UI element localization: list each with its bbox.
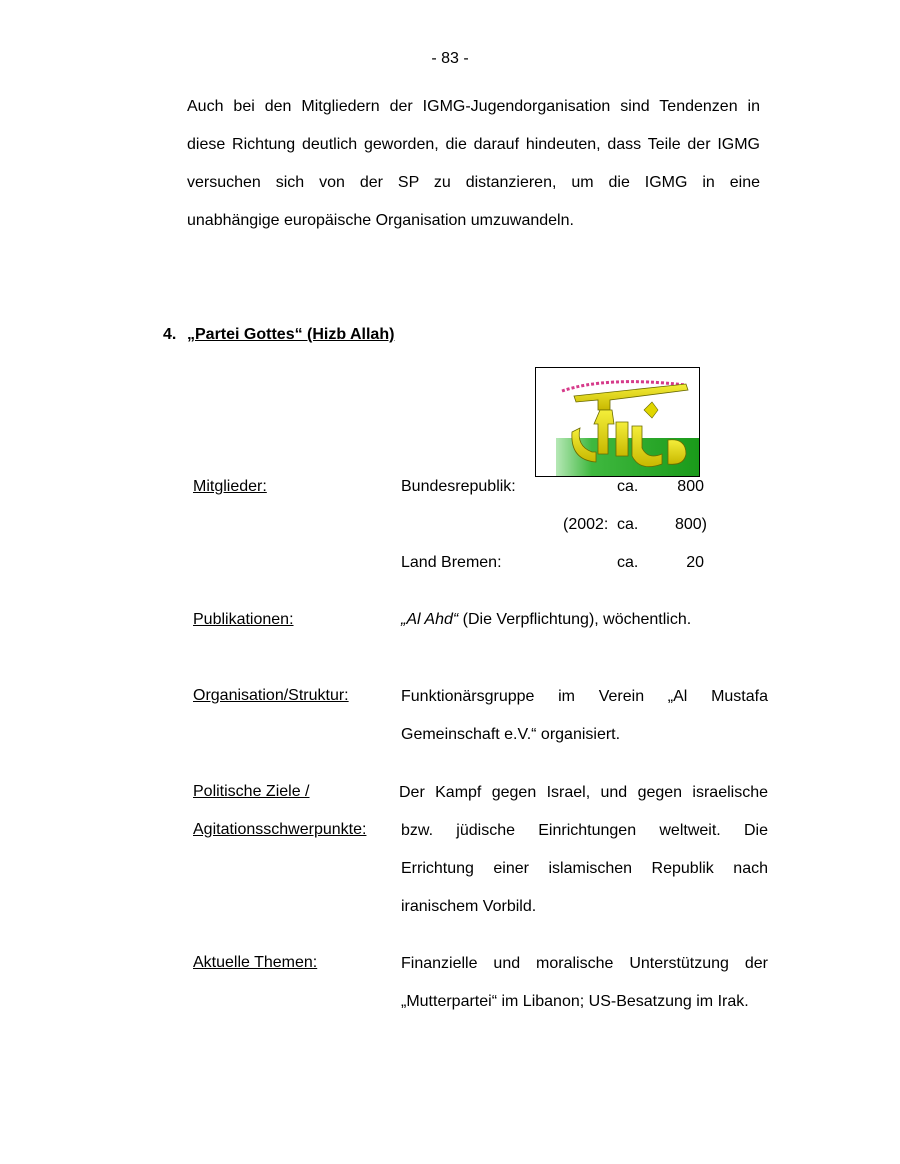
section-heading (163, 326, 394, 344)
publications-value (401, 611, 691, 629)
organisation-text (401, 687, 768, 763)
topics-text (401, 954, 768, 1030)
goals-line: Errichtung einer islamischen Republik nach (401, 860, 768, 877)
goals-line: bzw. jüdische Einrichtungen weltweit. Die (401, 822, 768, 839)
hizb-allah-flag-emblem-icon (536, 368, 699, 476)
section-number: 4. (163, 326, 177, 343)
publication-description: (Die Verpflichtung), wöchentlich. (458, 611, 692, 628)
goals-label-line2: Agitationsschwerpunkte: (193, 821, 367, 838)
members-value-2002: 800) (674, 516, 707, 533)
topics-line: „Mutterpartei“ im Libanon; US-Besatzung im Irak. (401, 993, 749, 1010)
members-approx: ca. (617, 554, 639, 571)
topics-label: Aktuelle Themen: (193, 954, 318, 971)
section-title: „Partei Gottes“ (Hizb Allah) (187, 326, 395, 343)
publications-label: Publikationen: (193, 611, 294, 628)
page-number: - 83 - (431, 50, 469, 67)
topics-line: Finanzielle und moralische Unterstützung der (401, 955, 768, 972)
goals-line: Der Kampf gegen Israel, und gegen israelische (399, 784, 768, 801)
members-approx: ca. (617, 478, 639, 495)
members-region-federal: Bundesrepublik: (401, 478, 516, 495)
goals-label-line1: Politische Ziele / (193, 783, 310, 800)
goals-line: iranischem Vorbild. (401, 898, 537, 915)
intro-line: versuchen sich von der SP zu distanzieren, um die IGMG in eine (187, 174, 760, 191)
intro-line: unabhängige europäische Organisation umzuwandeln. (187, 212, 574, 229)
publication-title: „Al Ahd“ (401, 611, 459, 628)
intro-line: diese Richtung deutlich geworden, die darauf hindeuten, dass Teile der IGMG (187, 136, 760, 153)
members-region-bremen: Land Bremen: (401, 554, 502, 571)
goals-text (399, 783, 768, 935)
organisation-line: Funktionärsgruppe im Verein „Al Mustafa (401, 688, 768, 705)
members-value-federal: 800 (677, 478, 704, 495)
members-label: Mitglieder: (193, 478, 267, 495)
organisation-line: Gemeinschaft e.V.“ organisiert. (401, 726, 621, 743)
members-prefix-2002: (2002: (563, 516, 609, 533)
members-value-bremen: 20 (686, 554, 704, 571)
hizb-allah-logo (535, 367, 700, 477)
members-approx: ca. (617, 516, 639, 533)
intro-paragraph (187, 97, 760, 249)
organisation-label: Organisation/Struktur: (193, 687, 349, 704)
intro-line: Auch bei den Mitgliedern der IGMG-Jugendorganisation sind Tendenzen in (187, 98, 760, 115)
